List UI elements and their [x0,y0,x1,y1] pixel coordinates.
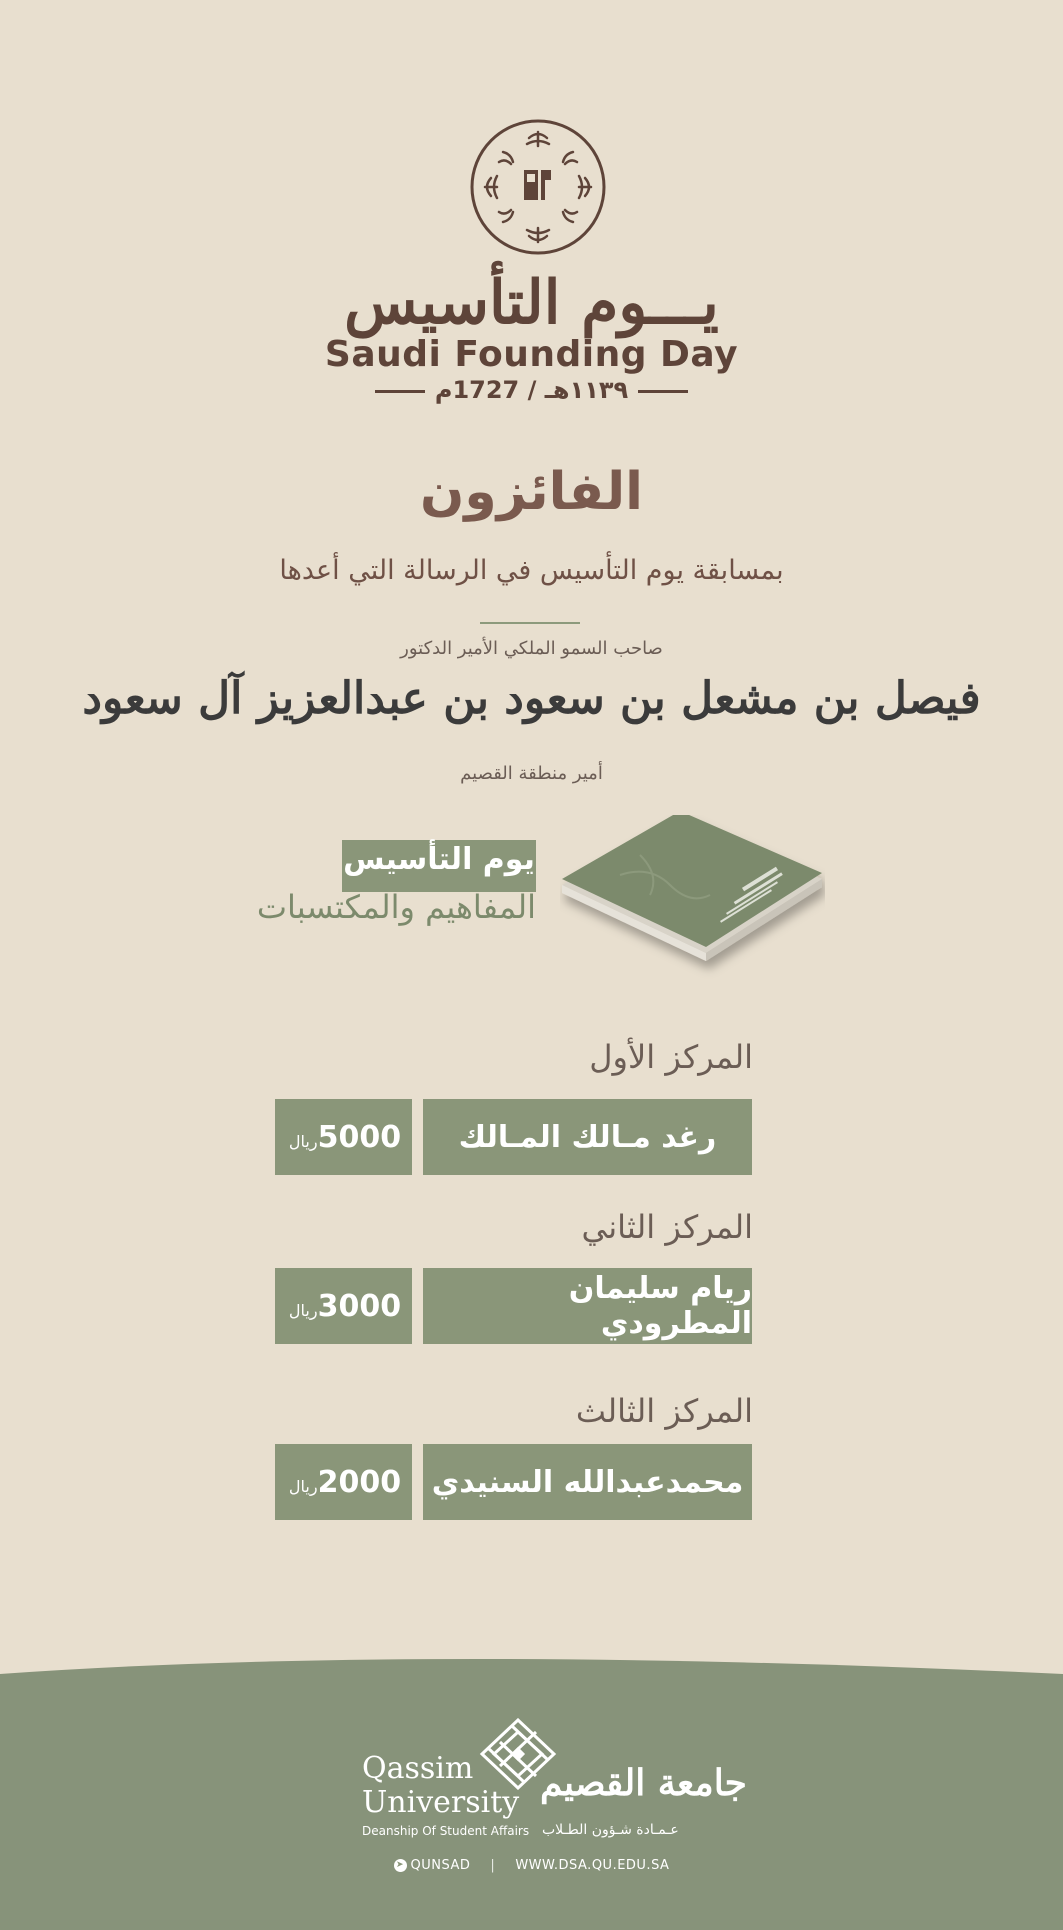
competition-subtitle: بمسابقة يوم التأسيس في الرسالة التي أعدها [279,555,784,586]
prize-amount: 3000 [317,1288,402,1324]
deanship-en: Deanship Of Student Affairs [362,1824,530,1838]
twitter-icon: ➤ [394,1859,407,1872]
founding-day-title-en: Saudi Founding Day [324,334,739,375]
founding-day-date [0,376,1063,404]
twitter-link[interactable] [394,1858,471,1873]
contact-separator: | [490,1858,496,1873]
second-place-prize [275,1268,412,1344]
divider [480,622,580,624]
currency-label: ريال [288,1300,318,1320]
university-name-ar: جامعة القصيم [540,1762,747,1804]
second-place-name: ريام سليمان المطرودي [423,1268,752,1344]
date-dash-left [375,390,425,393]
patron-name: فيصل بن مشعل بن سعود بن عبدالعزيز آل سعود [82,673,981,724]
founding-day-emblem-icon [469,118,607,256]
patron-honorific: صاحب السمو الملكي الأمير الدكتور [400,638,663,659]
book-title: يوم التأسيس [343,842,535,877]
website-link[interactable]: WWW.DSA.QU.EDU.SA [515,1858,670,1873]
currency-label: ريال [288,1476,318,1496]
date-dash-right [638,390,688,393]
first-place-name: رغد مـالك المـالك [423,1099,752,1175]
third-place-name: محمدعبدالله السنيدي [423,1444,752,1520]
university-name-en-line1: Qassim [362,1751,474,1786]
book-cover-image [560,815,825,980]
prize-amount: 2000 [317,1464,402,1500]
patron-title: أمير منطقة القصيم [460,763,603,784]
first-place-label: المركز الأول [589,1038,753,1076]
currency-label: ريال [288,1131,318,1151]
third-place-prize [275,1444,412,1520]
third-place-label: المركز الثالث [575,1392,753,1430]
university-name-en [362,1752,519,1820]
prize-amount: 5000 [317,1119,402,1155]
first-place-prize [275,1099,412,1175]
winners-heading: الفائزون [420,462,643,522]
twitter-handle: QUNSAD [410,1858,471,1873]
date-text: ١١٣٩هـ / 1727م [434,376,629,404]
university-name-en-line2: University [362,1785,520,1820]
footer-background [0,1650,1063,1930]
deanship-ar: عـمـادة شـؤون الطـلاب [542,1822,679,1838]
founding-day-title-ar: يـــوم التأسيس [344,268,719,338]
footer-contacts [0,1858,1063,1873]
second-place-label: المركز الثاني [581,1208,753,1246]
book-subtitle: المفاهيم والمكتسبات [256,888,536,926]
